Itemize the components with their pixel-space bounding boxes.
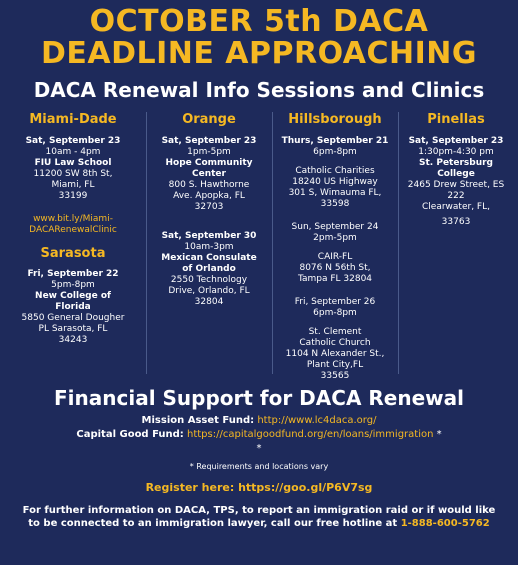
funds [0, 414, 518, 456]
event [399, 136, 513, 228]
footer-text: to be connected to an immigration lawyer, call our free hotline at [28, 518, 401, 529]
star-line: * [256, 443, 262, 454]
event-place: Catholic Charities [295, 166, 375, 176]
event-time: 6pm-8pm [313, 147, 357, 157]
event-place: New College of [35, 291, 111, 301]
event-address: 18240 US Highway [292, 177, 378, 187]
event-place: Florida [55, 302, 91, 312]
event-address: Tampa FL 32804 [297, 274, 373, 284]
subhead: DACA Renewal Info Sessions and Clinics [33, 78, 485, 102]
fund2-link[interactable]: https://capitalgoodfund.org/en/loans/immigration [187, 429, 434, 440]
event-date: Sat, September 23 [408, 136, 504, 146]
event-address: 2550 Technology [170, 275, 248, 285]
event-address: 5850 General Dougher [21, 313, 125, 323]
headline [0, 6, 518, 70]
event-time: 6pm-8pm [313, 308, 357, 318]
event [273, 297, 397, 382]
event-place: Catholic Church [299, 338, 371, 348]
sessions-grid [6, 112, 512, 381]
event-time: 1pm-5pm [187, 147, 231, 157]
event-time: 2pm-5pm [313, 233, 357, 243]
event [273, 222, 397, 285]
event-address: PL Sarasota, FL [38, 324, 108, 334]
event-address: 32703 [194, 202, 224, 212]
footer [0, 504, 518, 530]
headline-line2: DEADLINE APPROACHING [40, 36, 478, 71]
event-address: Clearwater, FL, [422, 202, 490, 212]
headline-line1: OCTOBER 5th DACA [89, 4, 429, 39]
event-time: 1:30pm-4:30 pm [418, 147, 494, 157]
event [6, 136, 140, 202]
event-address: Ave. Apopka, FL [173, 191, 245, 201]
event-date: Sat, September 23 [161, 136, 257, 146]
event-date: Thurs, September 21 [281, 136, 389, 146]
event-address: 8076 N 56th St, [299, 263, 371, 273]
event-date: Sat, September 30 [161, 231, 257, 241]
event-date: Fri, September 26 [294, 297, 376, 307]
event-date: Fri, September 22 [27, 269, 119, 279]
event [273, 136, 397, 210]
column-hillsborough [272, 112, 397, 381]
event-time: 5pm-8pm [51, 280, 95, 290]
county-title: Sarasota [40, 246, 106, 261]
event-place: CAIR-FL [317, 252, 353, 262]
event-address: Plant City,FL [306, 360, 364, 370]
link-line[interactable]: DACARenewalClinic [29, 225, 117, 235]
column-orange [146, 112, 271, 374]
hotline-phone[interactable]: 1-888-600-5762 [400, 518, 490, 529]
event-address: 2465 Drew Street, ES 222 [407, 180, 505, 201]
fund2-label: Capital Good Fund: [76, 429, 184, 440]
county-title: Orange [182, 112, 236, 127]
fund1-label: Mission Asset Fund: [141, 415, 255, 426]
event-address: 11200 SW 8th St, [33, 169, 113, 179]
event [6, 269, 140, 346]
event-address: Miami, FL [51, 180, 95, 190]
register-link[interactable]: Register here: https://goo.gl/P6V7sg [145, 481, 373, 494]
event-place: St. Petersburg College [419, 158, 493, 179]
event-place: FIU Law School [34, 158, 112, 168]
event-address: 33199 [58, 191, 88, 201]
event-date: Sun, September 24 [291, 222, 379, 232]
event-place: Mexican Consulate [161, 253, 257, 263]
event-address: 800 S. Hawthorne [168, 180, 250, 190]
footer-line2 [10, 517, 508, 530]
event-time: 10am - 4pm [45, 147, 101, 157]
event-place: Hope Community [165, 158, 253, 168]
column-miami-dade [6, 112, 140, 374]
event-place: Center [192, 169, 226, 179]
footer-line1: For further information on DACA, TPS, to report an immigration raid or if would like [22, 505, 496, 516]
event-address: 301 S, Wimauma FL, [288, 188, 382, 198]
event-address: 33763 [441, 217, 471, 227]
event-address: 33565 [320, 371, 350, 381]
column-pinellas [398, 112, 513, 374]
link-line[interactable]: www.bit.ly/Miami- [33, 214, 113, 224]
event-address: Drive, Orlando, FL [168, 286, 250, 296]
event-address: 1104 N Alexander St., [285, 349, 385, 359]
event-address: 33598 [320, 199, 350, 209]
county-title: Miami-Dade [29, 112, 117, 127]
fund2-star: * [436, 429, 442, 440]
event-time: 10am-3pm [184, 242, 234, 252]
financial-title: Financial Support for DACA Renewal [54, 386, 464, 410]
event-address: 34243 [58, 335, 88, 345]
event-date: Sat, September 23 [25, 136, 121, 146]
county-title: Hillsborough [288, 112, 382, 127]
requirements-note: * Requirements and locations vary [189, 462, 329, 471]
miami-link[interactable] [6, 214, 140, 236]
event [147, 136, 271, 213]
event-place: St. Clement [308, 327, 362, 337]
event-address: 32804 [194, 297, 224, 307]
event [147, 231, 271, 308]
fund1-link[interactable]: http://www.lc4daca.org/ [257, 415, 377, 426]
event-place: of Orlando [182, 264, 236, 274]
county-title: Pinellas [427, 112, 485, 127]
